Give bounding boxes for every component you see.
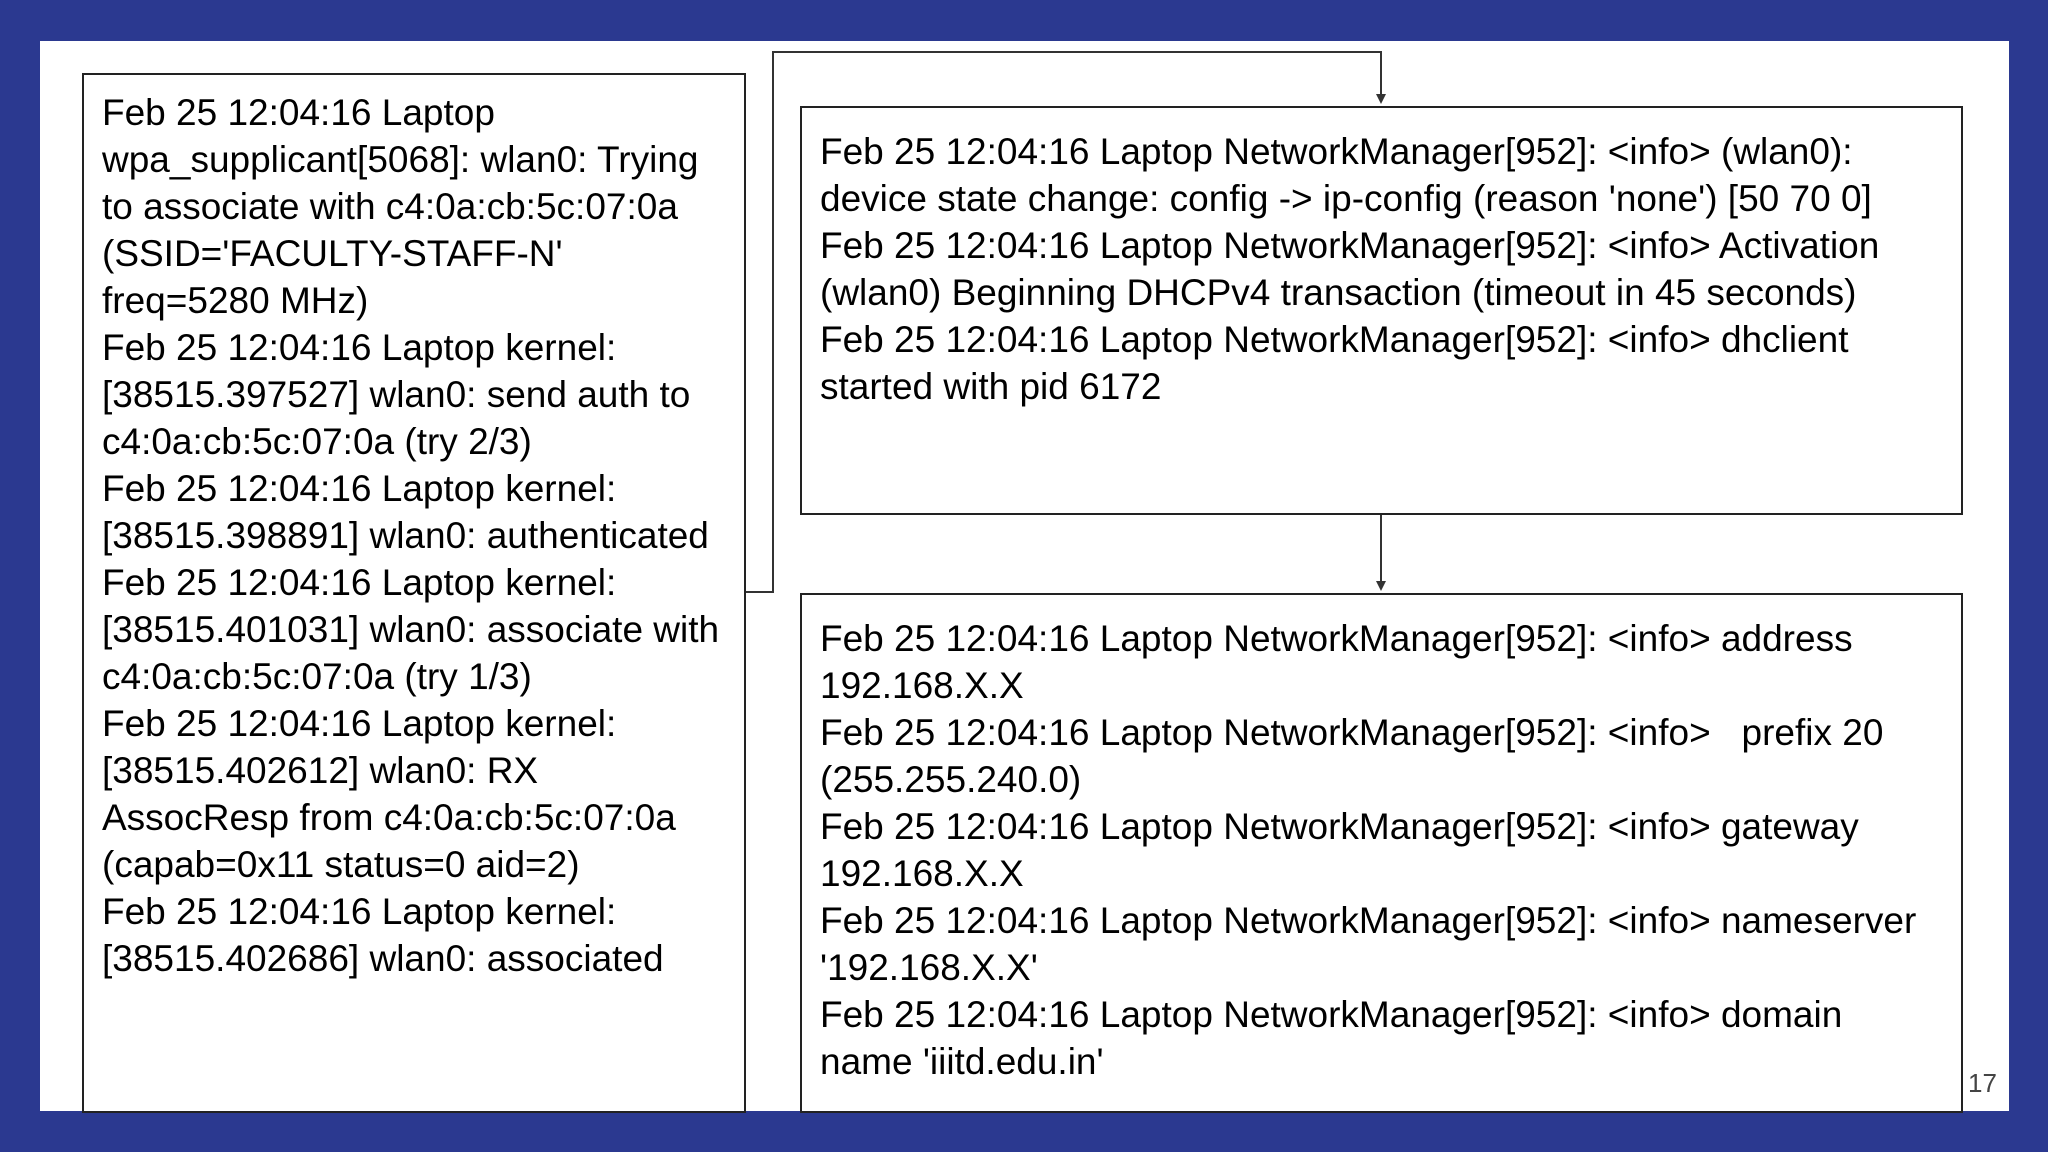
log-entry: Feb 25 12:04:16 Laptop NetworkManager[952]: <info> gateway 192.168.X.X xyxy=(820,806,1859,894)
log-entry: Feb 25 12:04:16 Laptop NetworkManager[952]: <info> domain name 'iiitd.edu.in' xyxy=(820,994,1843,1082)
log-entry: Feb 25 12:04:16 Laptop NetworkManager[952]: <info> (wlan0): device state change: config -> ip-config (reason 'none') [50 70 0] xyxy=(820,131,1872,219)
log-entry: Feb 25 12:04:16 Laptop NetworkManager[952]: <info> address 192.168.X.X xyxy=(820,618,1853,706)
dhcp-start-log-box xyxy=(800,106,1963,515)
page-number: 17 xyxy=(1968,1068,1997,1098)
wifi-association-log-box xyxy=(82,73,746,1113)
log-entry: Feb 25 12:04:16 Laptop kernel: [38515.401031] wlan0: associate with c4:0a:cb:5c:07:0a (try 1/3) xyxy=(102,562,720,697)
log-entry: Feb 25 12:04:16 Laptop kernel: [38515.398891] wlan0: authenticated xyxy=(102,468,709,556)
log-entry: Feb 25 12:04:16 Laptop NetworkManager[952]: <info> dhclient started with pid 6172 xyxy=(820,319,1849,407)
log-entry: Feb 25 12:04:16 Laptop NetworkManager[952]: <info> Activation (wlan0) Beginning DHCPv4 transaction (timeout in 45 seconds) xyxy=(820,225,1880,313)
log-entry: Feb 25 12:04:16 Laptop kernel: [38515.402686] wlan0: associated xyxy=(102,891,664,979)
log-entry: Feb 25 12:04:16 Laptop NetworkManager[952]: <info> prefix 20 (255.255.240.0) xyxy=(820,712,1894,800)
log-entry: Feb 25 12:04:16 Laptop kernel: [38515.402612] wlan0: RX AssocResp from c4:0a:cb:5c:07:0a (capab=0x11 status=0 aid=2) xyxy=(102,703,676,885)
dhcp-lease-log-box xyxy=(800,593,1963,1113)
log-entry: Feb 25 12:04:16 Laptop wpa_supplicant[5068]: wlan0: Trying to associate with c4:0a:cb:5c:07:0a (SSID='FACULTY-STAFF-N' freq=5280 MHz) xyxy=(102,92,699,321)
log-entry: Feb 25 12:04:16 Laptop kernel: [38515.397527] wlan0: send auth to c4:0a:cb:5c:07:0a (try 2/3) xyxy=(102,327,691,462)
log-entry: Feb 25 12:04:16 Laptop NetworkManager[952]: <info> nameserver '192.168.X.X' xyxy=(820,900,1917,988)
slide xyxy=(40,41,2009,1111)
